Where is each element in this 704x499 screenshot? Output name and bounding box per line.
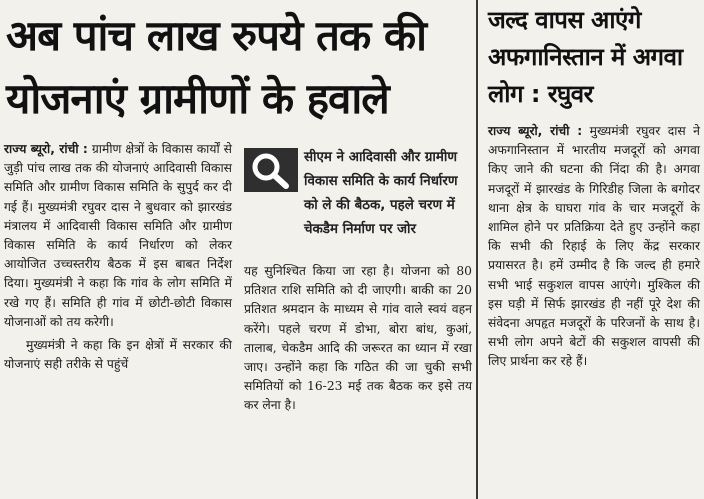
main-story-body-middle: यह सुनिश्चित किया जा रहा है। योजना को 80 प्रतिशत राशि समिति को दी जाएगी। बाकी का 20 प्रतिशत श्रमदान के माध्यम से गांव वाले स्वयं वहन करेंगे। पहले चरण में डोभा, बोरा बांध, कुआं, तालाब, चेकडैम आदि की जरूरत का ध्यान में रखा जाए। उन्होंने कहा कि गठित की जा चुकी सभी समितियों को 16-23 मई तक बैठक कर इसे तय कर लेना है। [244,264,472,413]
main-story-column-left [4,140,232,374]
main-headline: अब पांच लाख रुपये तक की योजनाएं ग्रामीणों के हवाले [6,11,426,123]
side-story-paragraph [488,122,700,372]
story-callout [244,140,472,248]
column-divider [476,0,478,499]
side-story-headline: जल्द वापस आएंगे अफगानिस्तान में अगवा लोग : रघुवर [488,6,683,108]
side-story-dateline: राज्य ब्यूरो, रांची : [488,124,583,138]
callout-text: सीएम ने आदिवासी और ग्रामीण विकास समिति के कार्य निर्धारण को ले की बैठक, पहले चरण में चेकडैम निर्माण पर जोर [304,150,458,237]
side-story-column [488,122,700,372]
side-story-body: मुख्यमंत्री रघुवर दास ने अफगानिस्तान में भारतीय मजदूरों को अगवा किए जाने की घटना की निंदा की है। अगवा मजदूरों में झारखंड के गिरिडीह जिला के बगोदर थाना क्षेत्र के घाघरा गांव के चार मजदूरों के शामिल होने पर प्रतिक्रिया देते हुए उन्होंने कहा कि सभी की रिहाई के लिए केंद्र सरकार प्रयासरत है। हमें उम्मीद है कि जल्द ही हमारे सभी भाई सकुशल वापस आएंगे। मुश्किल की इस घड़ी में सिर्फ झारखंड ही नहीं पूरे देश की संवेदना अपहृत मजदूरों के परिजनों के साथ है। सभी लोग अपने बेटों की सकुशल वापसी की लिए प्रार्थना कर रहे हैं। [488,124,700,369]
main-story-paragraph-2: मुख्यमंत्री ने कहा कि इन क्षेत्रों में सरकार की योजनाएं सही तरीके से पहुंचें [4,338,232,372]
main-story-dateline: राज्य ब्यूरो, रांची : [4,142,88,156]
magnifier-icon [244,148,298,192]
main-story-column-middle [244,262,472,416]
main-story-paragraph-1 [4,140,232,332]
main-story-body-left: ग्रामीण क्षेत्रों के विकास कार्यों से जुड़ी पांच लाख तक की योजनाएं आदिवासी विकास समिति और ग्रामीण विकास समिति के सुपुर्द कर दी गई हैं। मुख्यमंत्री रघुवर दास ने बुधवार को झारखंड मंत्रालय में आदिवासी विकास समिति और ग्रामीण विकास समिति के कार्य निर्धारण को लेकर आयोजित उच्चस्तरीय बैठक में इस बाबत निर्देश दिया। मुख्यमंत्री ने कहा कि गांव के लोग समिति में रखे गए हैं। समिति ही गांव में छोटी-छोटी विकास योजनाओं को तय करेगी। [4,142,232,329]
